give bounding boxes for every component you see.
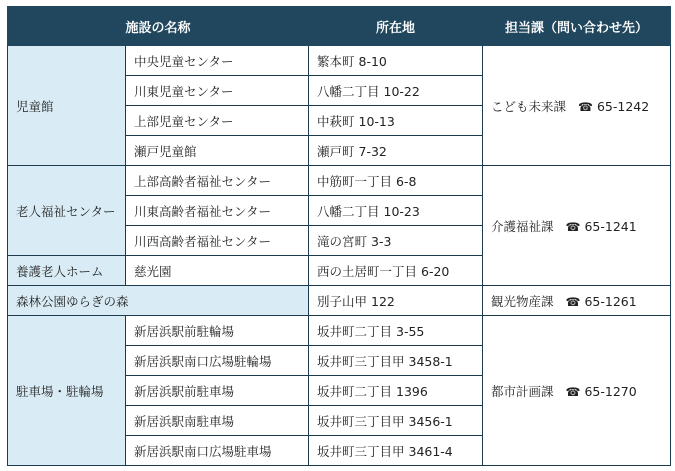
address-cell: 坂井町三丁目甲 3456-1 [309,406,483,436]
facility-name-cell: 新居浜駅前駐車場 [126,376,309,406]
phone-icon: ☎ [578,99,593,114]
facility-table [7,6,671,466]
facility-name-cell: 中央児童センター [126,46,309,76]
table-row [8,286,671,316]
facility-name-cell: 慈光園 [126,256,309,286]
facility-name-cell: 新居浜駅南口広場駐車場 [126,436,309,466]
telephone-number: 65-1270 [584,383,637,399]
category-cell: 老人福祉センター [8,166,126,256]
address-cell: 坂井町三丁目甲 3458-1 [309,346,483,376]
department-name: 都市計画課 [491,383,554,399]
telephone [566,384,637,399]
department-cell [483,286,671,316]
category-cell: 児童館 [8,46,126,166]
department-name: 観光物産課 [491,293,554,309]
facility-name-cell: 新居浜駅南駐車場 [126,406,309,436]
address-cell: 中萩町 10-13 [309,106,483,136]
address-cell: 八幡二丁目 10-22 [309,76,483,106]
table-header-row [8,7,671,46]
header-facility-name: 施設の名称 [8,7,309,46]
department-cell [483,46,671,166]
address-cell: 八幡二丁目 10-23 [309,196,483,226]
telephone [566,219,637,234]
address-cell: 坂井町三丁目甲 3461-4 [309,436,483,466]
address-cell: 中筋町一丁目 6-8 [309,166,483,196]
facility-name-cell: 新居浜駅南口広場駐輪場 [126,346,309,376]
address-cell: 西の土居町一丁目 6-20 [309,256,483,286]
header-department: 担当課（問い合わせ先） [483,7,671,46]
address-cell: 坂井町二丁目 3-55 [309,316,483,346]
category-cell: 養護老人ホーム [8,256,126,286]
facility-name-cell: 上部高齢者福祉センター [126,166,309,196]
facility-name-cell: 川東児童センター [126,76,309,106]
category-cell: 森林公園ゆらぎの森 [8,286,309,316]
address-cell: 別子山甲 122 [309,286,483,316]
telephone [578,99,649,114]
facility-name-cell: 川西高齢者福祉センター [126,226,309,256]
category-cell: 駐車場・駐輪場 [8,316,126,466]
department-name: 介護福祉課 [491,218,554,234]
table-row [8,166,671,196]
header-address: 所在地 [309,7,483,46]
address-cell: 瀬戸町 7-32 [309,136,483,166]
telephone [566,294,637,309]
telephone-number: 65-1261 [584,293,637,309]
department-cell [483,316,671,466]
phone-icon: ☎ [565,384,581,399]
department-cell [483,166,671,286]
facility-name-cell: 川東高齢者福祉センター [126,196,309,226]
address-cell: 滝の宮町 3-3 [309,226,483,256]
facility-name-cell: 新居浜駅前駐輪場 [126,316,309,346]
telephone-number: 65-1241 [584,218,637,234]
telephone-number: 65-1242 [596,98,650,114]
table-row [8,316,671,346]
department-name: こども未来課 [491,98,567,114]
facility-name-cell: 瀬戸児童館 [126,136,309,166]
facility-name-cell: 上部児童センター [126,106,309,136]
phone-icon: ☎ [565,219,581,234]
address-cell: 坂井町二丁目 1396 [309,376,483,406]
phone-icon: ☎ [565,294,581,309]
address-cell: 繁本町 8-10 [309,46,483,76]
table-row [8,46,671,76]
